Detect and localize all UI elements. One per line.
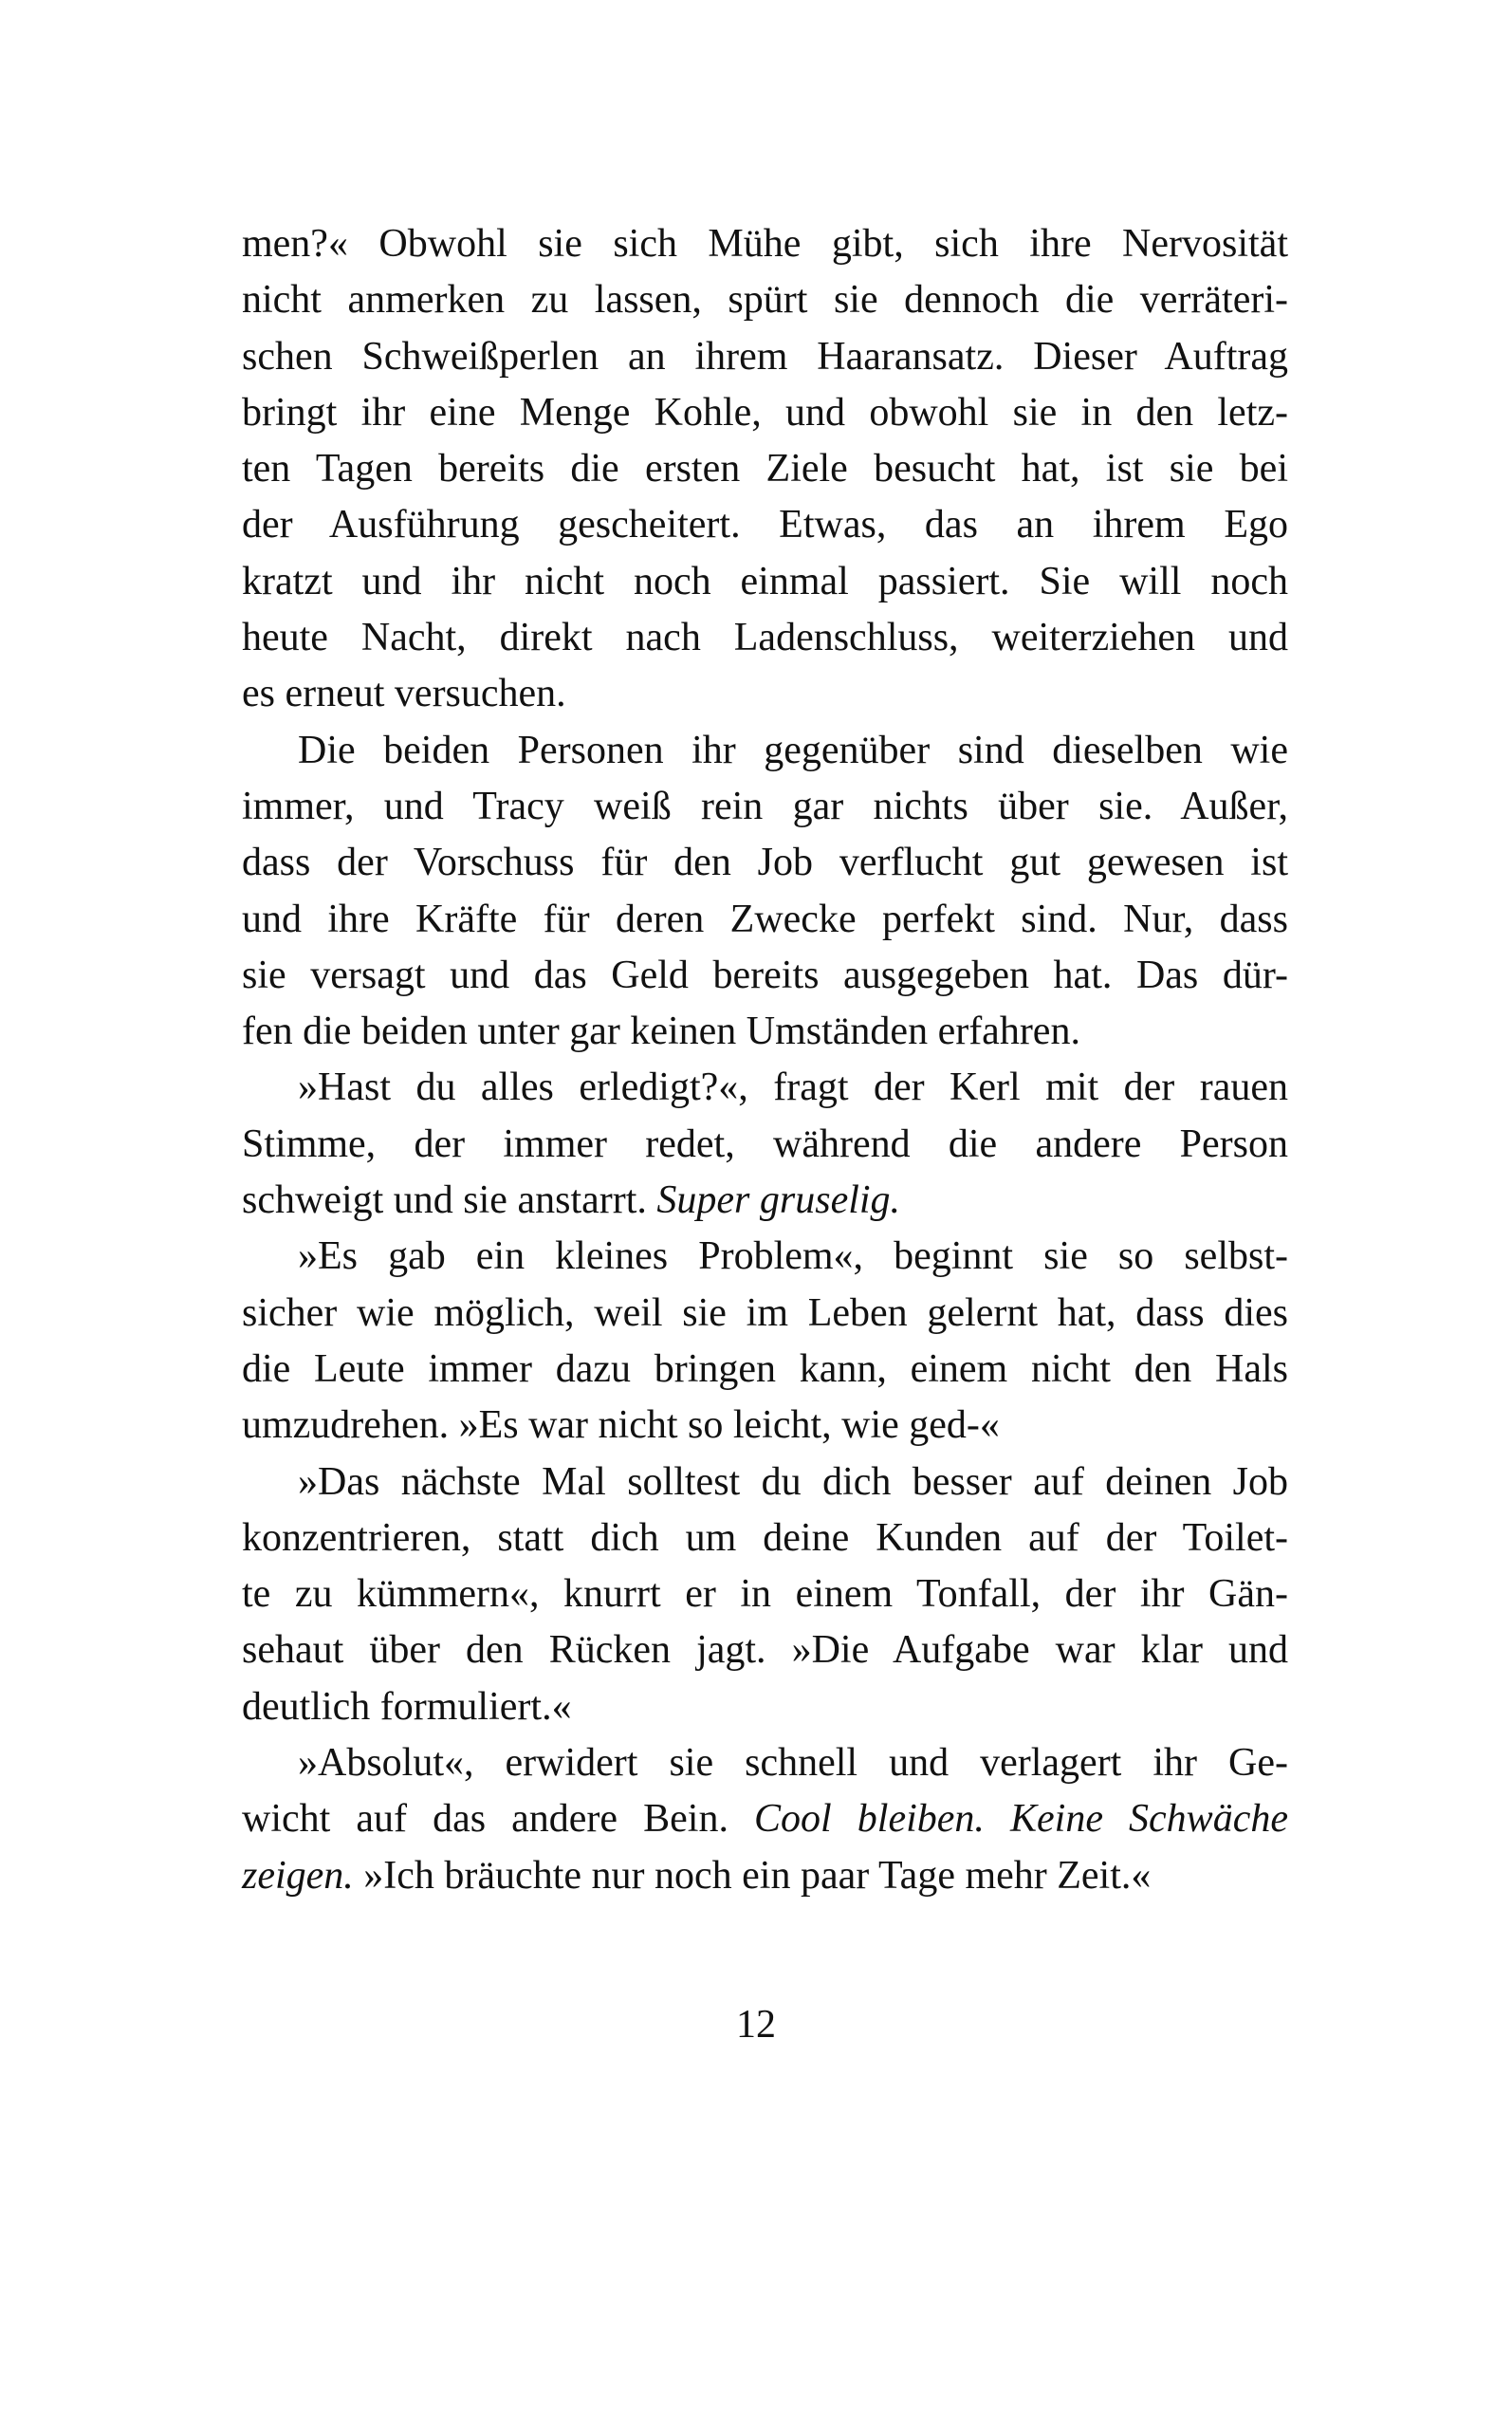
text-segment: »Ich bräuchte nur noch ein paar Tage mehr Zeit.« — [353, 1853, 1152, 1898]
text-segment: konzentrieren, statt dich um deine Kunden auf der Toilet- — [242, 1515, 1288, 1560]
text-segment: schen Schweißperlen an ihrem Haaransatz. Dieser Auftrag — [242, 334, 1288, 379]
text-line — [242, 1229, 1288, 1285]
text-line — [242, 1342, 1288, 1398]
text-line — [242, 1455, 1288, 1510]
text-segment: die Leute immer dazu bringen kann, einem nicht den Hals — [242, 1346, 1288, 1391]
text-line — [242, 835, 1288, 891]
text-segment: »Absolut«, erwidert sie schnell und verlagert ihr Ge- — [298, 1741, 1288, 1786]
text-segment: immer, und Tracy weiß rein gar nichts über sie. Außer, — [242, 784, 1288, 828]
text-segment: sie versagt und das Geld bereits ausgegeben hat. Das dür- — [242, 953, 1288, 997]
text-line — [242, 329, 1288, 385]
text-line — [242, 892, 1288, 948]
italic-text: Cool bleiben. Keine Schwäche — [754, 1797, 1288, 1842]
text-segment: umzudrehen. »Es war nicht so leicht, wie ged-« — [242, 1403, 1000, 1448]
text-line — [242, 1398, 1288, 1454]
text-line — [242, 1791, 1288, 1847]
text-segment: men?« Obwohl sie sich Mühe gibt, sich ihre Nervosität — [242, 222, 1288, 266]
text-segment: »Hast du alles erledigt?«, fragt der Kerl mit der rauen — [298, 1066, 1288, 1110]
text-segment: »Das nächste Mal solltest du dich besser auf deinen Job — [298, 1459, 1288, 1504]
text-segment: schweigt und sie anstarrt. — [242, 1178, 657, 1223]
text-line — [242, 1622, 1288, 1678]
text-line — [242, 1510, 1288, 1566]
text-line — [242, 666, 1288, 722]
text-line — [242, 1679, 1288, 1735]
text-segment: ten Tagen bereits die ersten Ziele besucht hat, ist sie bei — [242, 447, 1288, 491]
text-line — [242, 441, 1288, 497]
text-segment: heute Nacht, direkt nach Ladenschluss, weiterziehen und — [242, 616, 1288, 660]
text-line — [242, 1735, 1288, 1791]
text-segment: fen die beiden unter gar keinen Umständen erfahren. — [242, 1010, 1080, 1054]
text-line — [242, 1286, 1288, 1342]
text-segment: der Ausführung gescheitert. Etwas, das an ihrem Ego — [242, 503, 1288, 547]
text-segment: nicht anmerken zu lassen, spürt sie dennoch die verräteri- — [242, 278, 1288, 323]
body-text — [242, 216, 1288, 1904]
text-line — [242, 779, 1288, 835]
text-segment: wicht auf das andere Bein. — [242, 1797, 755, 1842]
text-line — [242, 497, 1288, 553]
text-line — [242, 216, 1288, 272]
text-segment: sicher wie möglich, weil sie im Leben gelernt hat, dass dies — [242, 1290, 1288, 1335]
text-line — [242, 554, 1288, 610]
text-line — [242, 1004, 1288, 1060]
text-line — [242, 1848, 1288, 1904]
text-segment: dass der Vorschuss für den Job verflucht gut gewesen ist — [242, 841, 1288, 885]
text-segment: sehaut über den Rücken jagt. »Die Aufgabe war klar und — [242, 1628, 1288, 1673]
text-segment: »Es gab ein kleines Problem«, beginnt sie so selbst- — [298, 1234, 1288, 1279]
text-line — [242, 610, 1288, 666]
text-segment: Stimme, der immer redet, während die andere Person — [242, 1121, 1288, 1166]
text-line — [242, 723, 1288, 779]
text-line — [242, 1566, 1288, 1622]
text-line — [242, 1117, 1288, 1173]
text-line — [242, 1173, 1288, 1229]
text-segment: bringt ihr eine Menge Kohle, und obwohl sie in den letz- — [242, 390, 1288, 435]
text-line — [242, 385, 1288, 441]
text-line — [242, 272, 1288, 328]
text-segment: es erneut versuchen. — [242, 672, 566, 716]
page-number: 12 — [736, 2003, 776, 2047]
text-segment: Die beiden Personen ihr gegenüber sind dieselben wie — [298, 728, 1288, 772]
text-line — [242, 948, 1288, 1004]
text-segment: kratzt und ihr nicht noch einmal passiert. Sie will noch — [242, 559, 1288, 603]
italic-text: Super gruselig. — [656, 1178, 901, 1223]
text-line — [242, 1060, 1288, 1116]
text-segment: deutlich formuliert.« — [242, 1684, 572, 1729]
text-segment: te zu kümmern«, knurrt er in einem Tonfall, der ihr Gän- — [242, 1572, 1288, 1617]
italic-text: zeigen. — [242, 1853, 354, 1898]
text-segment: und ihre Kräfte für deren Zwecke perfekt sind. Nur, dass — [242, 897, 1288, 941]
